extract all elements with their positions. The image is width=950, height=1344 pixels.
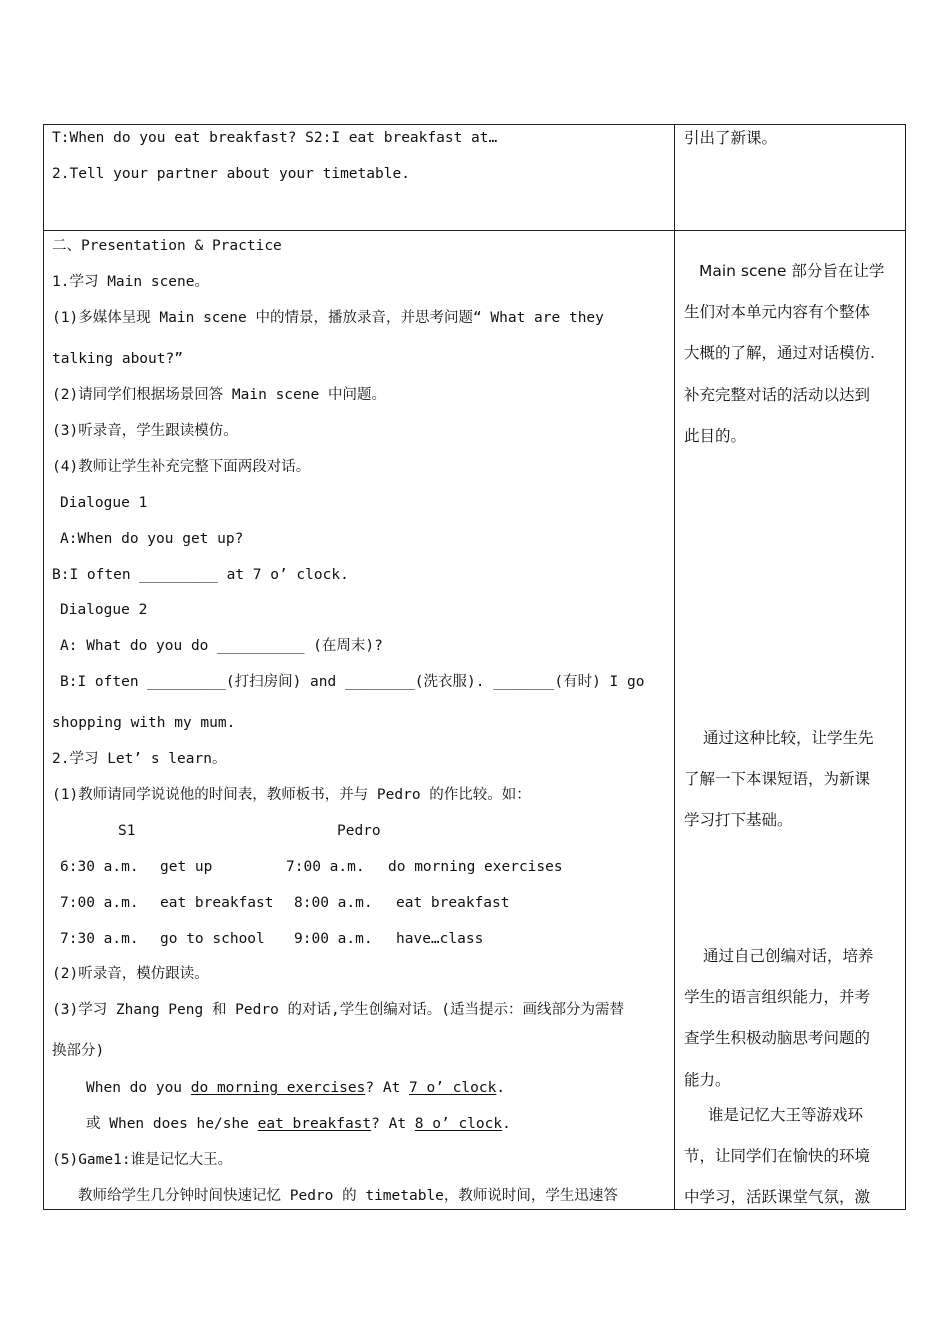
note-line: 补充完整对话的活动以达到	[684, 386, 871, 404]
dialogue-title: Dialogue 2	[60, 602, 148, 618]
note-line: 生们对本单元内容有个整体	[684, 303, 871, 321]
note-line: 中学习，活跃课堂气氛，激	[684, 1188, 871, 1206]
note-line: 谁是记忆大王等游戏环	[708, 1106, 864, 1124]
dialogue-line: A:When do you get up?	[60, 531, 244, 547]
example-sentence: When do you do morning exercises? At 7 o’ clock.	[86, 1080, 506, 1096]
dialogue-title: Dialogue 1	[60, 495, 148, 511]
column-divider	[674, 124, 675, 1210]
schedule-cell: 6:30 a.m.	[60, 859, 139, 875]
step-line: (1)教师请同学说说他的时间表，教师板书，并与 Pedro 的作比较。如：	[52, 787, 531, 803]
schedule-cell: have…class	[396, 931, 484, 947]
section-heading: 二、Presentation & Practice	[52, 238, 282, 254]
row1-line-2: 2.Tell your partner about your timetable.	[52, 166, 410, 182]
note-line: 查学生积极动脑思考问题的	[684, 1029, 871, 1047]
step-line: 教师给学生几分钟时间快速记忆 Pedro 的 timetable，教师说时间，学生迅速答	[78, 1188, 618, 1204]
step-line: 2.学习 Let’ s learn。	[52, 751, 227, 767]
note-line: 此目的。	[684, 427, 747, 445]
step-line: (1)多媒体呈现 Main scene 中的情景，播放录音，并思考问题“ What are they	[52, 310, 604, 326]
row1-line-1: T:When do you eat breakfast? S2:I eat breakfast at…	[52, 130, 498, 146]
schedule-cell: get up	[160, 859, 213, 875]
step-line: (3)听录音，学生跟读模仿。	[52, 423, 238, 439]
schedule-cell: eat breakfast	[160, 895, 274, 911]
schedule-header-s1: S1	[118, 823, 136, 839]
note-line: Main scene 部分旨在让学	[699, 262, 885, 280]
schedule-cell: 9:00 a.m.	[294, 931, 373, 947]
step-line: (2)听录音，模仿跟读。	[52, 966, 209, 982]
step-line: 1.学习 Main scene。	[52, 274, 209, 290]
schedule-cell: 8:00 a.m.	[294, 895, 373, 911]
schedule-cell: eat breakfast	[396, 895, 510, 911]
note-line: 引出了新课。	[684, 129, 778, 147]
dialogue-line: B:I often _________(打扫房间) and ________(洗衣服). _______(有时) I go	[60, 674, 645, 690]
schedule-header-pedro: Pedro	[337, 823, 381, 839]
row-divider	[43, 230, 906, 231]
step-line: (3)学习 Zhang Peng 和 Pedro 的对话,学生创编对话。(适当提示：画线部分为需替	[52, 1002, 625, 1018]
note-line: 节，让同学们在愉快的环境	[684, 1147, 871, 1165]
note-line: 通过这种比较，让学生先	[703, 729, 874, 747]
step-line: 换部分)	[52, 1043, 105, 1059]
schedule-cell: 7:00 a.m.	[286, 859, 365, 875]
schedule-cell: 7:30 a.m.	[60, 931, 139, 947]
note-line: 学习打下基础。	[684, 811, 793, 829]
example-sentence: 或 When does he/she eat breakfast? At 8 o’ clock.	[86, 1116, 511, 1132]
schedule-cell: 7:00 a.m.	[60, 895, 139, 911]
dialogue-line: shopping with my mum.	[52, 715, 236, 731]
step-line: (2)请同学们根据场景回答 Main scene 中问题。	[52, 387, 386, 403]
step-line: talking about?”	[52, 351, 183, 367]
step-line: (4)教师让学生补充完整下面两段对话。	[52, 459, 311, 475]
note-line: 学生的语言组织能力，并考	[684, 988, 871, 1006]
note-line: 能力。	[684, 1071, 731, 1089]
note-line: 通过自己创编对话，培养	[703, 947, 874, 965]
note-line: 了解一下本课短语，为新课	[684, 770, 871, 788]
dialogue-line: A: What do you do __________ (在周末)?	[60, 638, 383, 654]
schedule-cell: do morning exercises	[388, 859, 563, 875]
dialogue-line: B:I often _________ at 7 o’ clock.	[52, 567, 349, 583]
step-line: (5)Game1:谁是记忆大王。	[52, 1152, 233, 1168]
schedule-cell: go to school	[160, 931, 265, 947]
note-line: 大概的了解，通过对话模仿.	[684, 344, 875, 362]
